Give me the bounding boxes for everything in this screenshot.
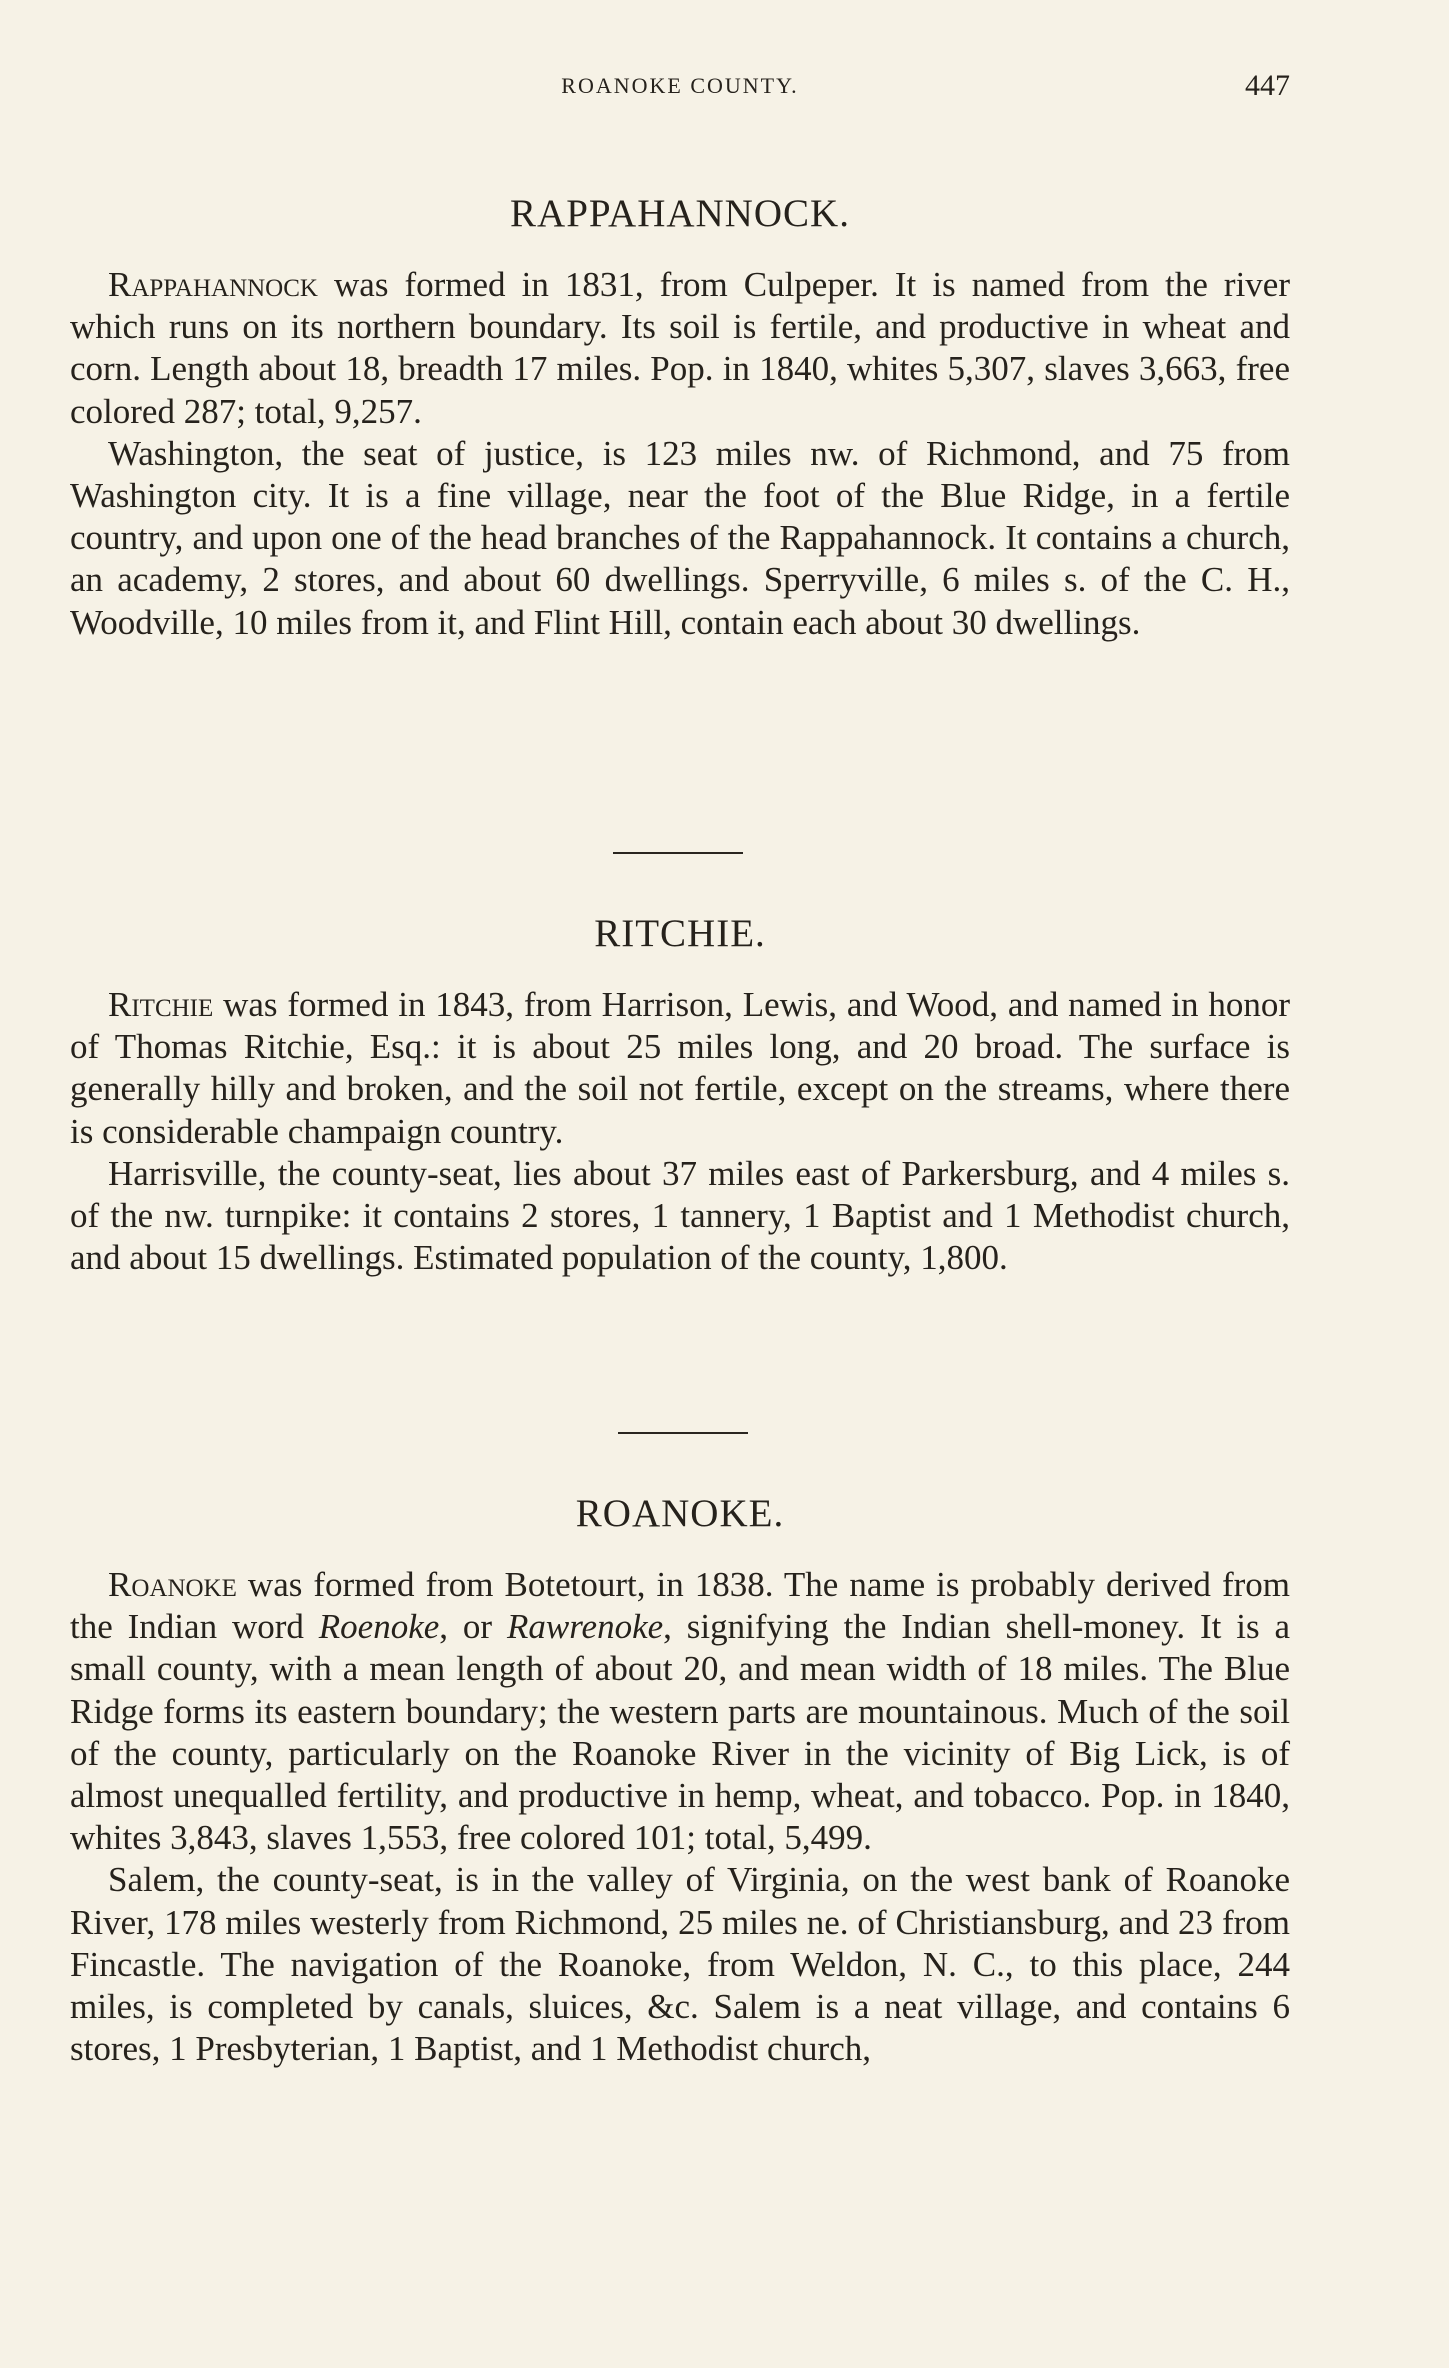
- running-title: ROANOKE COUNTY.: [561, 73, 799, 98]
- paragraph: [70, 1564, 1290, 1859]
- paragraph: Harrisville, the county-seat, lies about 37 miles east of Parkersburg, and 4 miles s. of the nw. turnpike: it contains 2 stores, 1 tannery, 1 Baptist and 1 Methodist church, and about 15 dwellings. Estimated population of the county, 1,800.: [70, 1153, 1290, 1278]
- running-head: [70, 66, 1290, 106]
- section-rappahannock: [70, 190, 1290, 644]
- paragraph: [70, 264, 1290, 433]
- page-number: 447: [1245, 69, 1290, 102]
- paragraph: Salem, the county-seat, is in the valley of Virginia, on the west bank of Roanoke River, 178 miles westerly from Richmond, 25 miles ne. of Christiansburg, and 23 from Fincastle. The navigation of the Roanoke, from Weldon, N. C., to this place, 244 miles, is completed by canals, sluices, &c. Salem is a neat village, and contains 6 stores, 1 Presbyterian, 1 Baptist, and 1 Methodist church,: [70, 1860, 1290, 2069]
- section-roanoke: [70, 1490, 1290, 2070]
- section-ritchie: [70, 910, 1290, 1279]
- lead-word: Roanoke: [108, 1565, 237, 1604]
- book-page: [70, 0, 1290, 2368]
- section-heading: ROANOKE.: [575, 1492, 785, 1535]
- paragraph: Washington, the seat of justice, is 123 miles nw. of Richmond, and 75 from Washington city. It is a fine village, near the foot of the Blue Ridge, in a fertile country, and upon one of the head branches of the Rappahannock. It contains a church, an academy, 2 stores, and about 60 dwellings. Sperryville, 6 miles s. of the C. H., Woodville, 10 miles from it, and Flint Hill, contain each about 30 dwellings.: [70, 433, 1290, 642]
- paragraph-text: , or: [439, 1607, 507, 1647]
- section-heading: RITCHIE.: [594, 912, 766, 955]
- lead-word: Rappahannock: [108, 265, 318, 304]
- paragraph: [70, 984, 1290, 1153]
- lead-word: Ritchie: [108, 985, 214, 1024]
- italic-term: Rawrenoke: [506, 1607, 664, 1647]
- italic-term: Roenoke: [318, 1607, 440, 1647]
- section-divider: [618, 1432, 748, 1434]
- paragraph-text: was formed in 1831, from Culpeper. It is named from the river which runs on its northern boundary. Its soil is fertile, and productive in wheat and corn. Length about 18, breadth 17 miles. Pop. in 1840, whites 5,307, slaves 3,663, free colored 287; total, 9,257.: [70, 265, 1290, 431]
- section-divider: [613, 852, 743, 854]
- section-heading: RAPPAHANNOCK.: [510, 192, 850, 235]
- paragraph-text: was formed in 1843, from Harrison, Lewis, and Wood, and named in honor of Thomas Ritchie, Esq.: it is about 25 miles long, and 20 broad. The surface is generally hilly and broken, and the soil not fertile, except on the streams, where there is considerable champaign country.: [70, 985, 1290, 1151]
- paragraph-text: , signifying the Indian shell-money. It is a small county, with a mean length of about 20, and mean width of 18 miles. The Blue Ridge forms its eastern boundary; the western parts are mountainous. Much of the soil of the county, particularly on the Roanoke River in the vicinity of Big Lick, is of almost unequalled fertility, and productive in hemp, wheat, and tobacco. Pop. in 1840, whites 3,843, slaves 1,553, free colored 101; total, 5,499.: [70, 1607, 1291, 1858]
- paragraph-text: was formed from Botetourt, in 1838. The name is probably derived from the Indian word: [70, 1565, 1290, 1647]
